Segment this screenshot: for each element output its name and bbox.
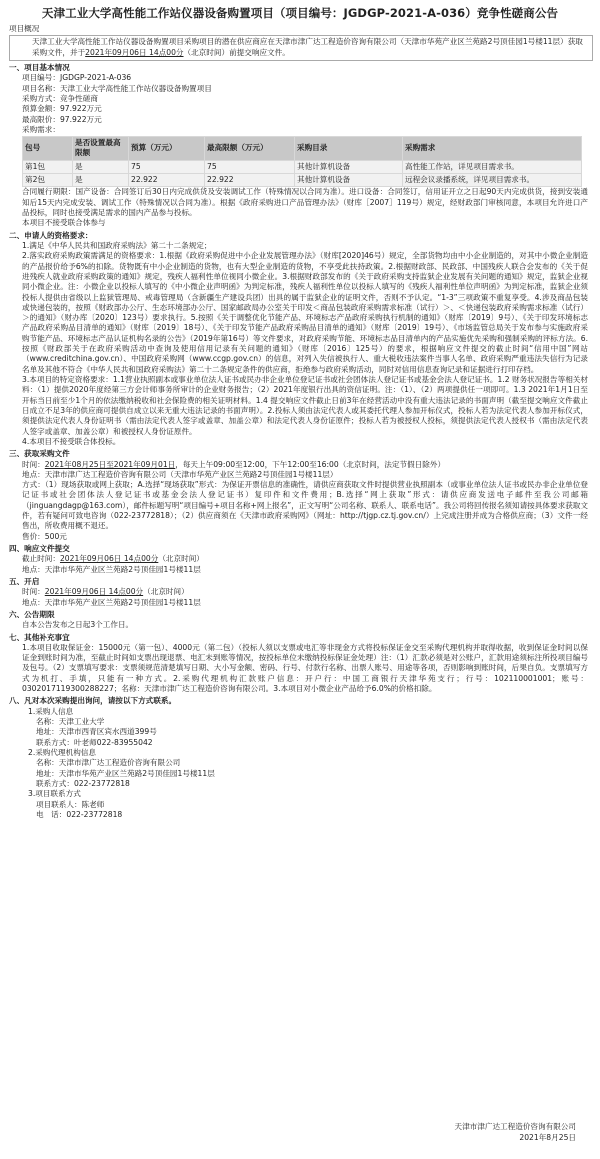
table-header-cell: 是否设置最高限额 bbox=[73, 137, 129, 161]
announcement-period-text: 自本公告发布之日起3个工作日。 bbox=[22, 620, 134, 630]
signature-company: 天津市津广达工程造价咨询有限公司 bbox=[454, 1122, 576, 1132]
requirements-table bbox=[22, 136, 582, 187]
opening-place: 地点：天津市华苑产业区兰苑路2号顶佳园1号楼11层 bbox=[22, 597, 201, 607]
section-1-lines bbox=[22, 73, 588, 135]
project-contact-title: 3.项目联系方式 bbox=[28, 789, 81, 799]
qualification-item: 3.本项目的特定资格要求：1.1营业执照副本或事业单位法人证书或民办非企业单位登记证书或社会团体法人登记证书或基金会法人登记证书。1.2 财务状况报告等相关材料：（1）提供2020年度经第三方会计师事务所审计的企业财务报告；（2）2021年度银行出具的资信证明。注：（1）、（2）两项提供任一项即可。1.3 2021年1月1日至开标当日前至少1个月的依法缴纳税收和社会保险费的相关证明材料。1.4 提交响应文件截止日前3年在经营活动中没有重大违法记录的书面声明（截至提交响应文件截止日成立不足3年的供应商可提供自成立以来无重大违法记录的书面声明）。2.投标人须由法定代表人或其委托代理人参加开标仪式，投标人若为法定代表人参加开标仪式，须提供法定代表人身份证明书（需由法定代表人签字或盖章、加盖公章）和法定代表人身份证原件；投标人若为被授权人投标，须提供法定代表人授权书（需由法定代表人签字或盖章、加盖公章）和被授权人身份证原件。 bbox=[22, 375, 588, 436]
table-header-cell: 采购目录 bbox=[295, 137, 403, 161]
section-1-header: 一、项目基本情况 bbox=[9, 62, 70, 72]
table-row bbox=[23, 174, 582, 187]
buyer-name: 名称：天津工业大学 bbox=[36, 717, 105, 726]
submission-place: 地点：天津市华苑产业区兰苑路2号顶佳园1号楼11层 bbox=[22, 564, 201, 574]
agent-contact: 联系方式：022-23772818 bbox=[36, 778, 130, 788]
obtain-time-suffix: ，每天上午09:00至12:00，下午12:00至16:00（北京时间，法定节假日除外） bbox=[175, 459, 446, 469]
page-title: 天津工业大学高性能工作站仪器设备购置项目（项目编号：JGDGP-2021-A-036）竞争性磋商公告 bbox=[41, 6, 559, 20]
opening-time-value: 2021年09月06日 14点00分 bbox=[44, 587, 144, 597]
overview-box bbox=[9, 35, 593, 61]
project-contact-phone: 电 话：022-23772818 bbox=[36, 809, 123, 819]
table-cell: 75 bbox=[205, 160, 295, 173]
document-price: 售价：500元 bbox=[22, 531, 67, 541]
table-header-cell: 预算（万元） bbox=[129, 137, 205, 161]
overview-text-after: （北京时间）前提交响应文件。 bbox=[183, 47, 290, 57]
table-cell: 其他计算机设备 bbox=[295, 160, 403, 173]
procurement-method: 采购方式：竞争性磋商 bbox=[22, 93, 98, 103]
table-header-row bbox=[23, 137, 582, 161]
section-6-header: 六、公告期限 bbox=[9, 609, 55, 619]
table-cell: 75 bbox=[129, 160, 205, 173]
submission-deadline bbox=[22, 554, 588, 564]
table-cell: 第1包 bbox=[23, 160, 73, 173]
buyer-info-title: 1.采购人信息 bbox=[28, 706, 74, 716]
section-3-header: 三、获取采购文件 bbox=[9, 449, 70, 459]
obtain-time bbox=[22, 460, 588, 470]
section-2-header: 二、申请人的资格要求： bbox=[9, 230, 93, 240]
table-cell: 是 bbox=[73, 160, 129, 173]
qualification-item: 2.落实政府采购政策需满足的资格要求：1.根据《政府采购促进中小企业发展管理办法》（财库[2020]46号）规定，全部货物均由中小企业制造的，对其中小微企业制造的产品报价给予6%的扣除。货物既有中小企业制造的货物，也有大型企业制造的货物，不享受此扶持政策。2.根据财政部、民政部、中国残疾人联合会发布的《关于促进残疾人就业政府采购政策的通知》规定，残疾人福利性单位视同小微企业。3.根据财政部发布的《关于政府采购支持监狱企业发展有关问题的通知》规定，监狱企业视同小微企业。注：小微企业以投标人填写的《中小微企业声明函》为判定标准，残疾人福利性单位以投标人填写的《残疾人福利性单位声明函》为判定标准，监狱企业须投标人提供由省级以上监狱管理局、戒毒管理局（含新疆生产建设兵团）出具的属于监狱企业的证明文件，否则不予认定。“1-3”三项政策不重复享受。4.涉及商品包装或快递包装的，按照《财政部办公厅、生态环境部办公厅、国家邮政局办公室关于印发＜商品包装政府采购需求标准（试行）＞、＜快递包装政府采购需求标准（试行）＞的通知》（财办库〔2020〕123号）要求执行。5.按照《关于调整优化节能产品、环境标志产品政府采购执行机制的通知》（财库〔2019〕9号）、《关于印发环境标志产品政府采购品目清单的通知》（财库〔2019〕18号）、《关于印发节能产品政府采购品目清单的通知》（财库〔2019〕19号）、《市场监管总局关于发布参与实施政府采购节能产品、环境标志产品认证机构名录的公告》（2019年第16号）等文件要求，对政府采购节能、环境标志品目清单内的产品实施优先采购和强制采购的评标方法。6.按照《财政部关于在政府采购活动中查询及使用信用记录有关问题的通知》（财库〔2016〕125号）的要求，根据响应文件提交的截止时间“信用中国”网站（www.creditchina.gov.cn）、中国政府采购网（www.ccgp.gov.cn）的信息，对列入失信被执行人、重大税收违法案件当事人名单、政府采购严重违法失信行为记录名单及其他不符合《中华人民共和国政府采购法》第二十二条规定条件的供应商，拒绝参与政府采购活动，同时对信用信息查询记录和证据进行打印存档。 bbox=[22, 251, 588, 374]
opening-time bbox=[22, 587, 588, 597]
obtain-time-prefix: 时间： bbox=[22, 459, 45, 469]
obtain-time-range: 2021年08月25日至2021年09月01日 bbox=[44, 459, 176, 469]
table-cell: 22.922 bbox=[129, 174, 205, 187]
procurement-needs-label: 采购需求： bbox=[22, 124, 60, 134]
section-5-header: 五、开启 bbox=[9, 576, 40, 586]
project-name: 项目名称：天津工业大学高性能工作站仪器设备购置项目 bbox=[22, 83, 212, 93]
table-header-cell: 最高限额（万元） bbox=[205, 137, 295, 161]
signature-block bbox=[455, 1122, 577, 1143]
budget-amount: 预算金额：97.922万元 bbox=[22, 104, 102, 114]
agent-address: 地址：天津市华苑产业区兰苑路2号顶佳园1号楼11层 bbox=[36, 768, 215, 778]
supplementary-text: 1.本项目收取保证金：15000元（第一包）、4000元（第二包）（投标人须以支票或电汇等非现金方式将投标保证金交至采购代理机构并取得收据，收到保证金时间以保证金到账时间为准，至截止时间如支票出现退票、电汇未到账等情况，按投标单位未缴纳投标保证金处理）注：（1）汇款必须是对公账户，汇款用途须标注所投项目编号及包号。（2）支票填写要求：支票须规范清楚填写日期、大小写金额、密码、行号、付款行名称、出票人账号、用途等各项，否则影响到账时间，后果自负。支票填写方式为机打、手填，只能有一种方式。2.采购代理机构汇款账户信息：开户行：中国工商银行天津华苑支行；行号：102110001001；账号：0302017119300288227；名称：天津市津广达工程造价咨询有限公司。3.本项目对小微企业产品给予6.0%的价格扣除。 bbox=[22, 642, 588, 694]
agent-info-title: 2.采购代理机构信息 bbox=[28, 747, 96, 757]
buyer-contact: 联系方式：叶老师022-83955042 bbox=[36, 737, 153, 747]
qualification-item: 1.满足《中华人民共和国政府采购法》第二十二条规定； bbox=[22, 240, 212, 250]
project-contact-person: 项目联系人：陈老师 bbox=[36, 799, 105, 809]
table-row bbox=[23, 160, 582, 173]
section-8-header: 八、凡对本次采购提出询问，请按以下方式联系。 bbox=[9, 696, 177, 706]
table-header-cell: 包号 bbox=[23, 137, 73, 161]
submission-deadline-prefix: 截止时间： bbox=[22, 554, 60, 564]
section-4-header: 四、响应文件提交 bbox=[9, 544, 70, 553]
table-cell: 22.922 bbox=[205, 174, 295, 187]
qualification-item: 4.本项目不接受联合体投标。 bbox=[22, 436, 121, 446]
signature-date: 2021年8月25日 bbox=[519, 1132, 576, 1142]
table-cell: 高性能工作站，详见项目需求书。 bbox=[403, 160, 582, 173]
obtain-place: 地点：天津市津广达工程造价咨询有限公司（天津市华苑产业区兰苑路2号顶佳园1号楼11层） bbox=[22, 469, 338, 479]
buyer-address: 地址：天津市西青区宾水西道399号 bbox=[36, 727, 157, 737]
project-number: 项目编号：JGDGP-2021-A-036 bbox=[22, 73, 132, 83]
overview-deadline: 2021年09月06日 14点00分 bbox=[85, 47, 184, 57]
table-cell: 远程会议录播系统，详见项目需求书。 bbox=[403, 174, 582, 187]
opening-time-suffix: （北京时间） bbox=[143, 587, 189, 597]
table-cell: 其他计算机设备 bbox=[295, 174, 403, 187]
obtain-method: 方式：（1）现场获取或网上获取；A.选择“现场获取”形式：为保证开票信息的准确性，请供应商获取文件时提供营业执照副本（或事业单位法人证书或民办非企业单位登记证书或社会团体法人登记证书或基金会法人登记证书）复印件和文件费用；B.选择“网上获取”形式：请供应商发送电子邮件至我公司邮箱（jinguangdagp@163.com），邮件标题写明“项目编号+项目名称+网上报名”，正文写明“公司名称、联系人、联系电话”。我公司将回传报名须知请按具体要求获取文件，若有疑问可致电咨询（022-23772818）；（2）供应商须在《天津市政府采购网》（网址：http://tjgp.cz.tj.gov.cn/）上完成注册并成为合格供应商；（3）文件一经售出，所收费用概不退还。 bbox=[22, 480, 588, 531]
contract-period-text: 合同履行期限：国产设备：合同签订后30日内完成供货及安装调试工作（特殊情况以合同为准）。进口设备：合同签订，信用证开立之日起90天内完成供货，接到安装通知后15天内完成安装、调试工作（特殊情况以合同为准）。根据《政府采购进口产品管理办法》（财库［2007］119号）规定，经财政部门审核同意，本项目允许进口产品投标，同时也接受满足需求的国内产品参与投标。 bbox=[22, 187, 588, 217]
table-header-cell: 采购需求 bbox=[403, 137, 582, 161]
submission-deadline-value: 2021年09月06日 14点00分 bbox=[59, 554, 159, 564]
agent-name: 名称：天津市津广达工程造价咨询有限公司 bbox=[36, 758, 181, 768]
opening-time-prefix: 时间： bbox=[22, 587, 45, 597]
no-consortium-text: 本项目不接受联合体参与 bbox=[22, 218, 106, 228]
table-cell: 是 bbox=[73, 174, 129, 187]
submission-deadline-suffix: （北京时间） bbox=[158, 554, 204, 564]
table-cell: 第2包 bbox=[23, 174, 73, 187]
max-price: 最高限价：97.922万元 bbox=[22, 114, 102, 124]
overview-text: 天津工业大学高性能工作站仪器设备购置项目采购项目的潜在供应商应在天津市津广达工程造价咨询有限公司（天津市华苑产业区兰苑路2号顶佳园1号楼11层）获取采购文件，并于 bbox=[32, 37, 583, 57]
overview-label: 项目概况 bbox=[9, 24, 40, 33]
section-7-header: 七、其他补充事宜 bbox=[9, 632, 70, 642]
